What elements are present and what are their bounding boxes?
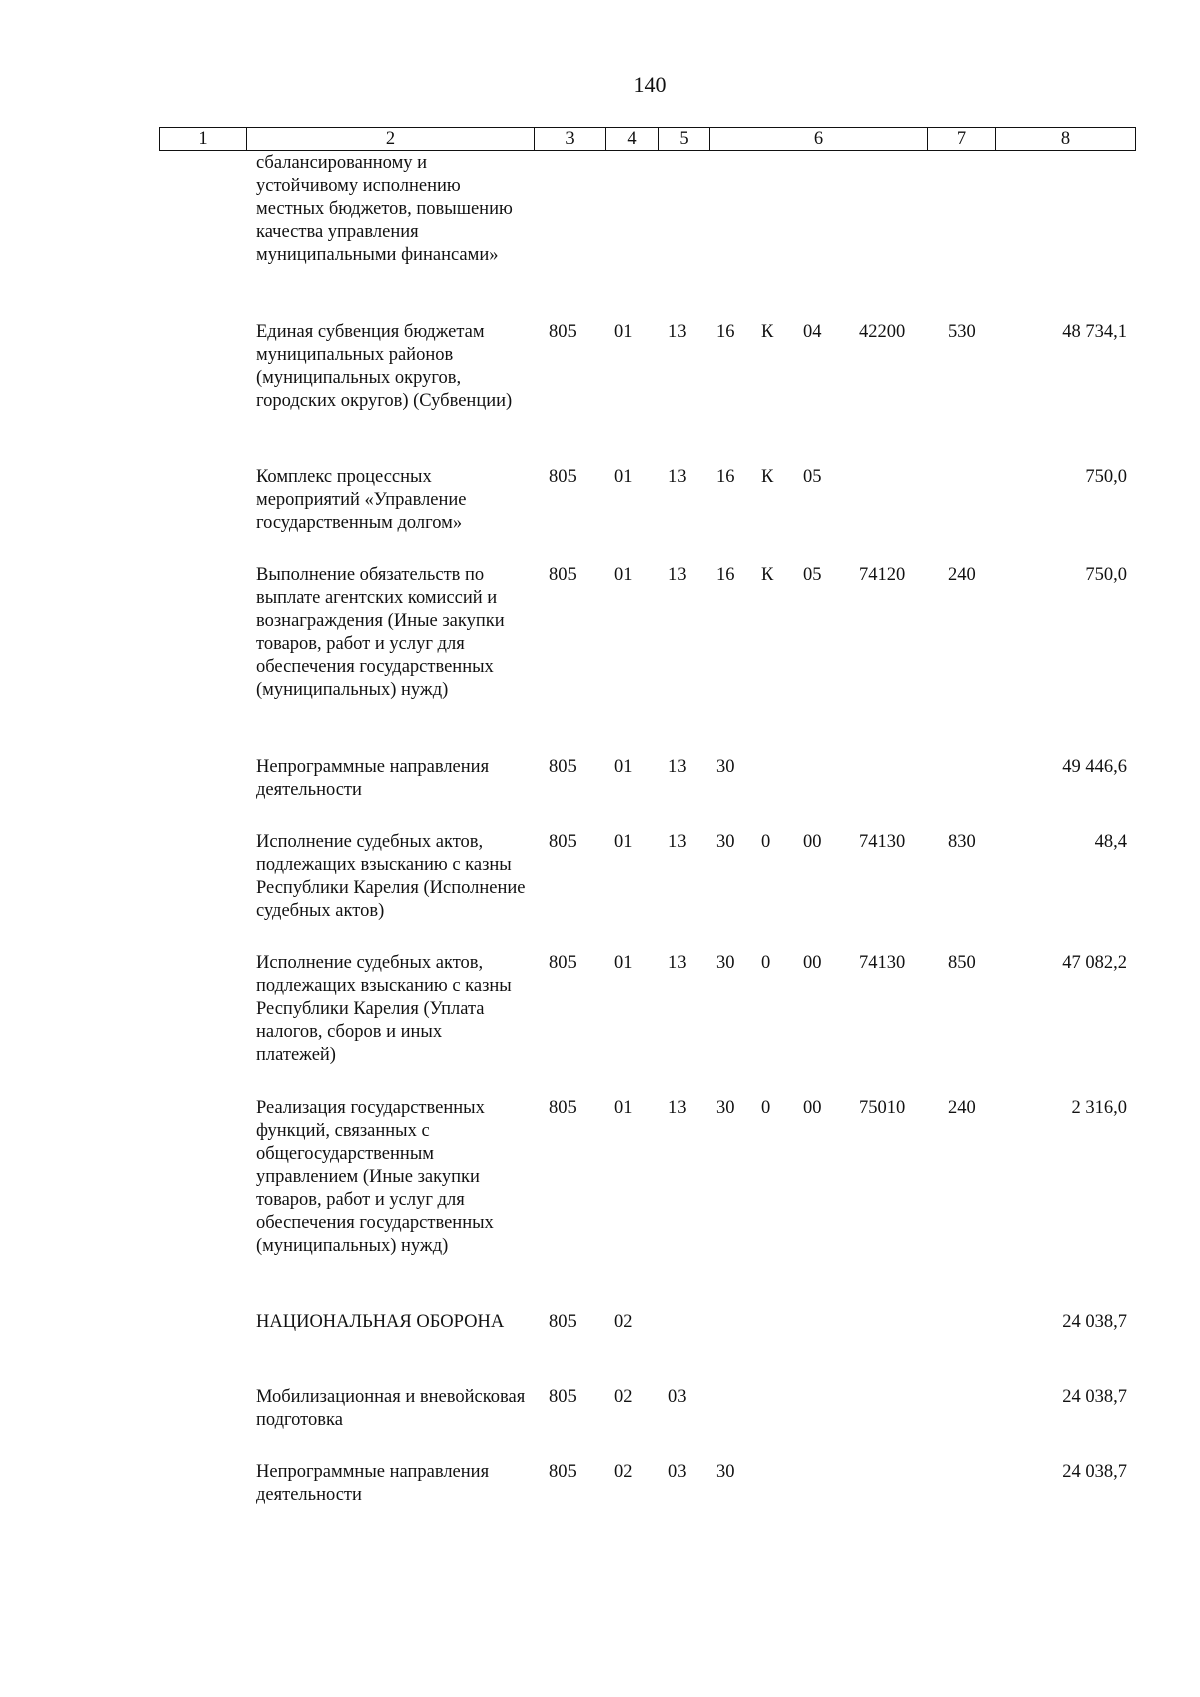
row-col-7: 830 — [948, 832, 976, 852]
row-description: Реализация государственных функций, связанных с общегосударственным управлением (Иные закупки товаров, работ и услуг для обеспечения государственных (муниципальных) нужд) — [256, 1098, 494, 1256]
row-col-6-sub: 00 — [803, 832, 822, 852]
row-amount: 48 734,1 — [1062, 322, 1127, 342]
row-col-5: 13 — [668, 467, 687, 487]
row-amount: 2 316,0 — [1071, 1098, 1127, 1118]
row-description: НАЦИОНАЛЬНАЯ ОБОРОНА — [256, 1312, 505, 1332]
row-description: Комплекс процессных мероприятий «Управление государственным долгом» — [256, 467, 467, 533]
header-col-3: 3 — [535, 128, 606, 151]
row-col-5: 13 — [668, 1098, 687, 1118]
row-description: сбалансированному и устойчивому исполнению местных бюджетов, повышению качества управления муниципальными финансами» — [256, 153, 513, 265]
row-col-7: 850 — [948, 953, 976, 973]
row-col-6-type: К — [761, 565, 774, 585]
row-amount: 47 082,2 — [1062, 953, 1127, 973]
row-col-5: 03 — [668, 1387, 687, 1407]
row-col-5: 13 — [668, 757, 687, 777]
row-description: Единая субвенция бюджетам муниципальных районов (муниципальных округов, городских округов) (Субвенции) — [256, 322, 513, 411]
row-description: Выполнение обязательств по выплате агентских комиссий и вознаграждения (Иные закупки товаров, работ и услуг для обеспечения государственных (муниципальных) нужд) — [256, 565, 505, 700]
row-col-3: 805 — [549, 1462, 577, 1482]
row-col-4: 01 — [614, 467, 633, 487]
row-col-4: 02 — [614, 1312, 633, 1332]
row-amount: 24 038,7 — [1062, 1312, 1127, 1332]
row-col-6-direction: 74130 — [859, 953, 906, 973]
row-col-6-program: 16 — [716, 467, 735, 487]
row-col-6-sub: 04 — [803, 322, 822, 342]
row-amount: 24 038,7 — [1062, 1462, 1127, 1482]
row-col-5: 03 — [668, 1462, 687, 1482]
row-col-6-sub: 05 — [803, 467, 822, 487]
row-col-4: 01 — [614, 565, 633, 585]
header-col-7: 7 — [928, 128, 996, 151]
header-col-2: 2 — [247, 128, 535, 151]
row-col-4: 02 — [614, 1387, 633, 1407]
row-col-4: 01 — [614, 832, 633, 852]
row-col-6-sub: 05 — [803, 565, 822, 585]
row-col-3: 805 — [549, 322, 577, 342]
row-col-5: 13 — [668, 953, 687, 973]
row-col-6-direction: 75010 — [859, 1098, 906, 1118]
row-description: Исполнение судебных актов, подлежащих взысканию с казны Республики Карелия (Уплата налогов, сборов и иных платежей) — [256, 953, 512, 1065]
row-col-4: 01 — [614, 757, 633, 777]
row-col-3: 805 — [549, 1098, 577, 1118]
page-number: 140 — [633, 72, 667, 97]
row-col-7: 530 — [948, 322, 976, 342]
row-col-6-type: 0 — [761, 1098, 771, 1118]
header-col-1: 1 — [160, 128, 247, 151]
row-col-7: 240 — [948, 565, 976, 585]
row-col-3: 805 — [549, 757, 577, 777]
row-amount: 48,4 — [1094, 832, 1127, 852]
row-amount: 24 038,7 — [1062, 1387, 1127, 1407]
row-col-6-type: 0 — [761, 832, 771, 852]
row-description: Непрограммные направления деятельности — [256, 757, 490, 800]
row-col-4: 01 — [614, 1098, 633, 1118]
row-col-6-direction: 74120 — [859, 565, 906, 585]
row-description: Непрограммные направления деятельности — [256, 1462, 490, 1505]
header-col-5: 5 — [659, 128, 710, 151]
row-col-5: 13 — [668, 565, 687, 585]
row-col-3: 805 — [549, 953, 577, 973]
header-col-8: 8 — [996, 128, 1136, 151]
row-col-3: 805 — [549, 1312, 577, 1332]
row-amount: 49 446,6 — [1062, 757, 1127, 777]
row-col-6-program: 16 — [716, 322, 735, 342]
row-col-3: 805 — [549, 565, 577, 585]
row-col-4: 01 — [614, 322, 633, 342]
row-col-6-sub: 00 — [803, 1098, 822, 1118]
row-col-6-type: К — [761, 322, 774, 342]
row-col-4: 01 — [614, 953, 633, 973]
row-col-6-type: 0 — [761, 953, 771, 973]
row-col-6-program: 30 — [716, 757, 735, 777]
row-col-3: 805 — [549, 467, 577, 487]
row-col-3: 805 — [549, 1387, 577, 1407]
row-amount: 750,0 — [1085, 467, 1127, 487]
row-col-6-direction: 42200 — [859, 322, 906, 342]
row-description: Исполнение судебных актов, подлежащих взысканию с казны Республики Карелия (Исполнение судебных актов) — [256, 832, 526, 921]
row-col-6-program: 16 — [716, 565, 735, 585]
row-description: Мобилизационная и вневойсковая подготовка — [256, 1387, 526, 1430]
row-col-6-program: 30 — [716, 953, 735, 973]
row-amount: 750,0 — [1085, 565, 1127, 585]
header-col-6: 6 — [710, 128, 928, 151]
row-col-6-sub: 00 — [803, 953, 822, 973]
row-col-6-direction: 74130 — [859, 832, 906, 852]
row-col-7: 240 — [948, 1098, 976, 1118]
row-col-5: 13 — [668, 832, 687, 852]
row-col-6-type: К — [761, 467, 774, 487]
row-col-6-program: 30 — [716, 1098, 735, 1118]
row-col-6-program: 30 — [716, 832, 735, 852]
row-col-4: 02 — [614, 1462, 633, 1482]
row-col-6-program: 30 — [716, 1462, 735, 1482]
header-col-4: 4 — [606, 128, 659, 151]
row-col-5: 13 — [668, 322, 687, 342]
row-col-3: 805 — [549, 832, 577, 852]
